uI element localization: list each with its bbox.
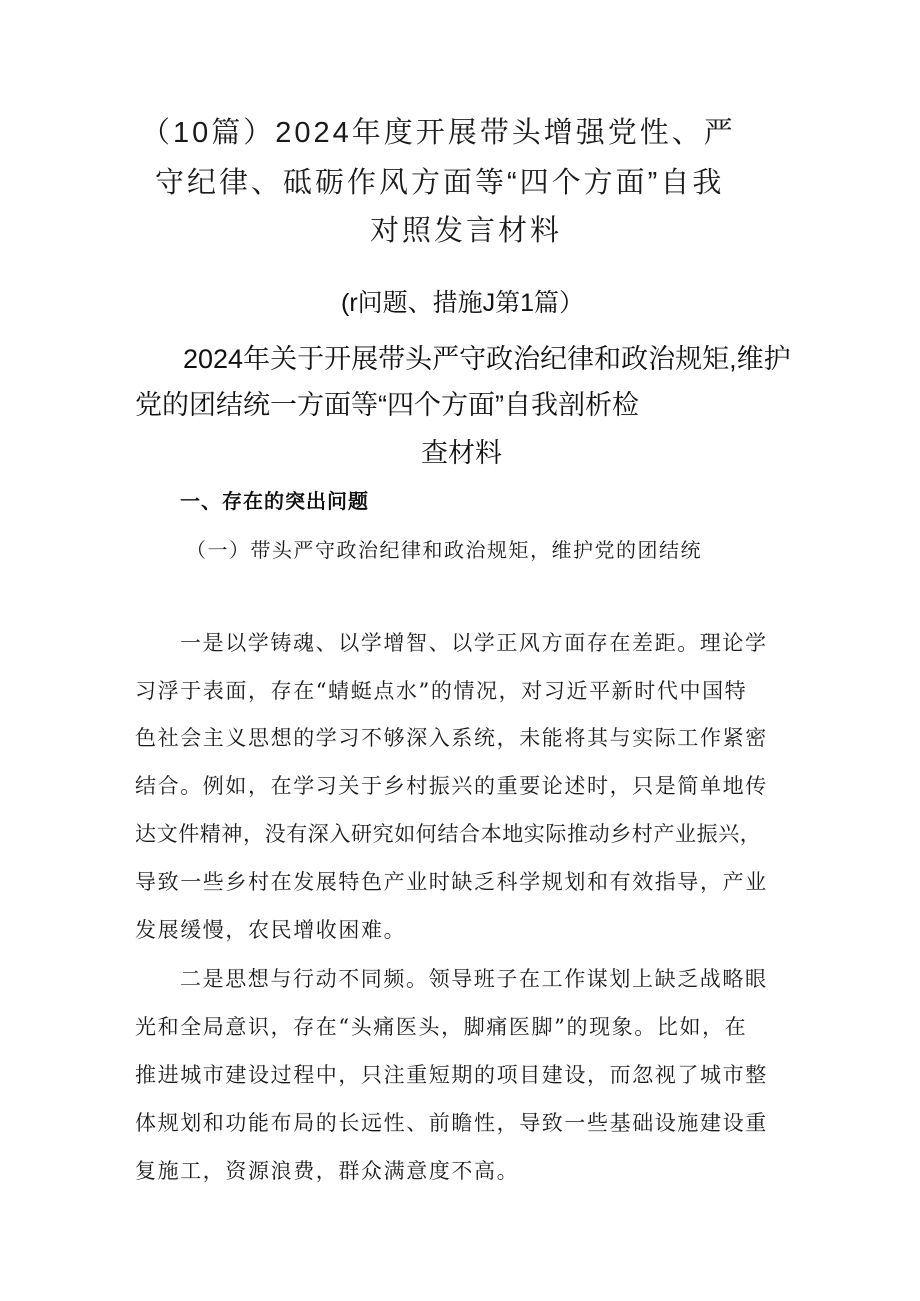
paragraph-2-line: 光和全局意识，存在“头痛医头，脚痛医脚”的现象。比如，在 (135, 1015, 748, 1039)
document-title-line-1: （10篇）2024年度开展带头增强党性、严 (141, 117, 736, 149)
document-subtitle: (r问题、措施J第1篇） (341, 289, 585, 317)
paragraph-1-line: 一是以学铸魂、以学增智、以学正风方面存在差距。理论学 (180, 631, 768, 655)
paragraph-1-line: 发展缓慢，农民增收困难。 (135, 918, 407, 942)
paragraph-2-line: 复施工，资源浪费，群众满意度不高。 (135, 1159, 520, 1183)
article-title-line-3: 查材料 (421, 438, 502, 468)
paragraph-2-line: 体规划和功能布局的长远性、前瞻性，导致一些基础设施建设重 (135, 1111, 768, 1135)
section-sub-heading: （一）带头严守政治纪律和政治规矩，维护党的团结统 (186, 538, 702, 562)
paragraph-1-line: 习浮于表面，存在“蜻蜓点水”的情况，对习近平新时代中国特 (135, 679, 748, 703)
paragraph-2-line: 二是思想与行动不同频。领导班子在工作谋划上缺乏战略眼 (180, 967, 768, 991)
paragraph-1-line: 色社会主义思想的学习不够深入系统，未能将其与实际工作紧密 (135, 726, 768, 750)
article-title-line-2: 党的团结统一方面等“四个方面”自我剖析检 (135, 390, 639, 420)
paragraph-1-line: 导致一些乡村在发展特色产业时缺乏科学规划和有效指导，产业 (135, 870, 768, 894)
document-title-line-3: 对照发言材料 (370, 215, 563, 247)
paragraph-2-line: 推进城市建设过程中，只注重短期的项目建设，而忽视了城市整 (135, 1063, 768, 1087)
paragraph-1-line: 达文件精神，没有深入研究如何结合本地实际推动乡村产业振兴， (135, 822, 762, 846)
paragraph-1-line: 结合。例如，在学习关于乡村振兴的重要论述时，只是简单地传 (135, 774, 768, 798)
section-heading: 一、存在的突出问题 (180, 489, 369, 513)
article-title-line-1: 2024年关于开展带头严守政治纪律和政治规矩,维护 (183, 344, 791, 374)
document-title-line-2: 守纪律、砥砺作风方面等“四个方面”自我 (155, 167, 725, 199)
